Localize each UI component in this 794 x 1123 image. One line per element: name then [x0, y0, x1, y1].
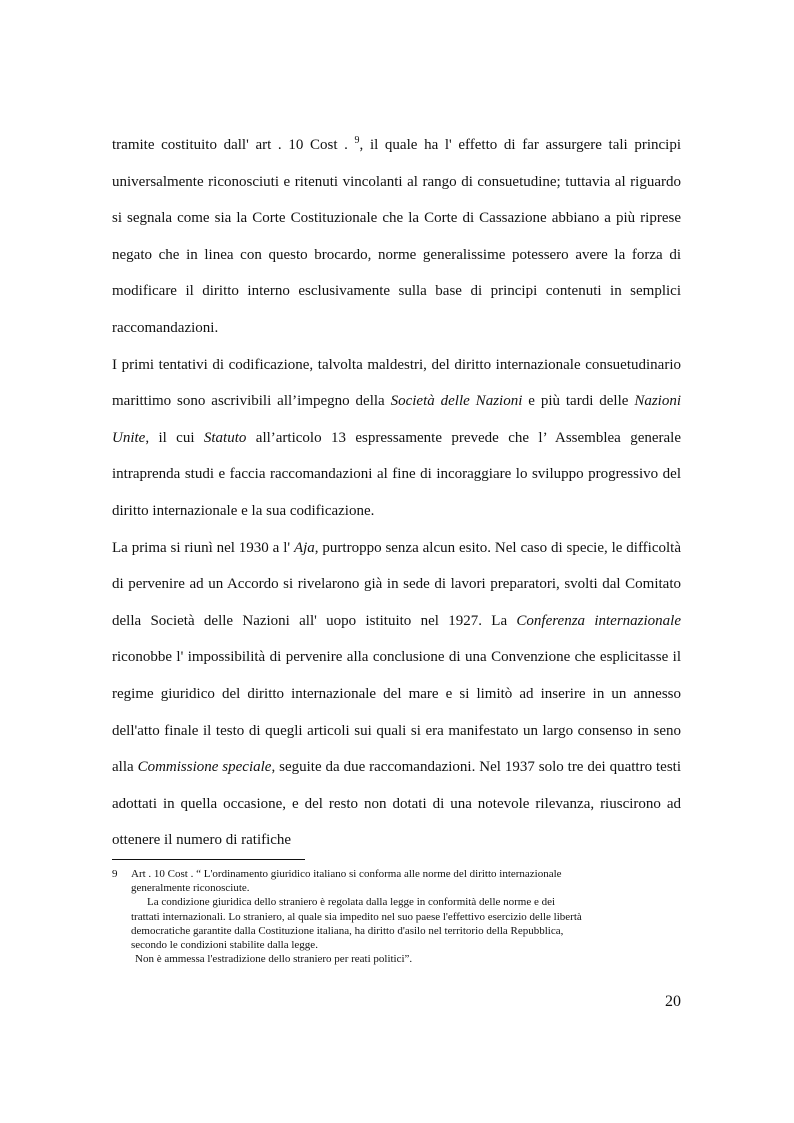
footnote-line: secondo le condizioni stabilite dalla legge.: [131, 939, 318, 952]
footnote-line: generalmente riconosciute.: [131, 882, 250, 895]
footnotes: [112, 867, 681, 966]
footnote-line: democratiche garantite dalla Costituzione italiana, ha diritto d'asilo nel territorio della Repubblica,: [131, 924, 564, 937]
emphasis-societa-nazioni: Società delle Nazioni: [390, 393, 523, 410]
emphasis-nazioni-unite: Nazioni Unite: [112, 393, 681, 446]
emphasis-commissione: Commissione speciale: [137, 759, 272, 776]
emphasis-statuto: Statuto: [203, 429, 247, 446]
page-number: 20: [665, 993, 681, 1010]
footnote-9: [112, 867, 681, 966]
footnote-number: 9: [112, 868, 118, 880]
footnote-text: [131, 867, 681, 966]
emphasis-aja: Aja: [293, 539, 315, 556]
body-text: [112, 127, 681, 859]
paragraph-3: La prima si riunì nel 1930 a l' Aja, purtroppo senza alcun esito. Nel caso di specie, le difficoltà di pervenire ad un Accordo si rivelarono già in sede di lavori preparatori, svolti dal Comitato della Società delle Nazioni all' uopo istituito nel 1927. La Conferenza internazionale riconobbe l' impossibilità di pervenire alla conclusione di una Convenzione che esplicitasse il regime giuridico del diritto internazionale del mare e si limitò ad inserire in un annesso dell'atto finale il testo di quegli articoli sui quali si era manifestato un largo consenso in seno alla Commissione speciale, seguite da due raccomandazioni. Nel 1937 solo tre dei quattro testi adottati in quella occasione, e del resto non dotati di una notevole rilevanza, riuscirono ad ottenere il numero di ratifiche: [112, 539, 682, 849]
footnote-line: Art . 10 Cost . “ L'ordinamento giuridico italiano si conforma alle norme del diritto internazionale: [131, 868, 562, 880]
footnote-line: La condizione giuridica dello straniero è regolata dalla legge in conformità delle norme e dei: [147, 896, 556, 909]
paragraph-1: tramite costituito dall' art . 10 Cost . $^9$, il quale ha l' effetto di far assurgere tali principi universalmente riconosciuti e ritenuti vincolanti al rango di consuetudine; tuttavia al riguardo si segnala come sia la Corte Costituzionale che la Corte di Cassazione abbiano a più riprese negato che in linea con questo brocardo, norme generalissime potessero avere la forza di modificare il diritto interno esclusivamente sulla base di principi contenuti in semplici raccomandazioni.: [112, 135, 682, 336]
footnote-reference[interactable]: 9: [354, 135, 360, 146]
paragraph-2: I primi tentativi di codificazione, talvolta maldestri, del diritto internazionale consuetudinario marittimo sono ascrivibili all’impegno della Società delle Nazioni e più tardi delle Nazioni Unite, il cui Statuto all’articolo 13 espressamente prevede che l’ Assemblea generale intraprenda studi e faccia raccomandazioni al fine di incoraggiare lo sviluppo progressivo del diritto internazionale e la sua codificazione.: [112, 356, 681, 519]
footnote-line: trattati internazionali. Lo straniero, al quale sia impedito nel suo paese l'effettivo esercizio delle libertà: [131, 910, 582, 923]
footnote-line: Non è ammessa l'estradizione dello straniero per reati politici”.: [135, 953, 413, 966]
emphasis-conferenza: Conferenza internazionale: [516, 612, 681, 629]
footnote-separator: [112, 859, 305, 860]
